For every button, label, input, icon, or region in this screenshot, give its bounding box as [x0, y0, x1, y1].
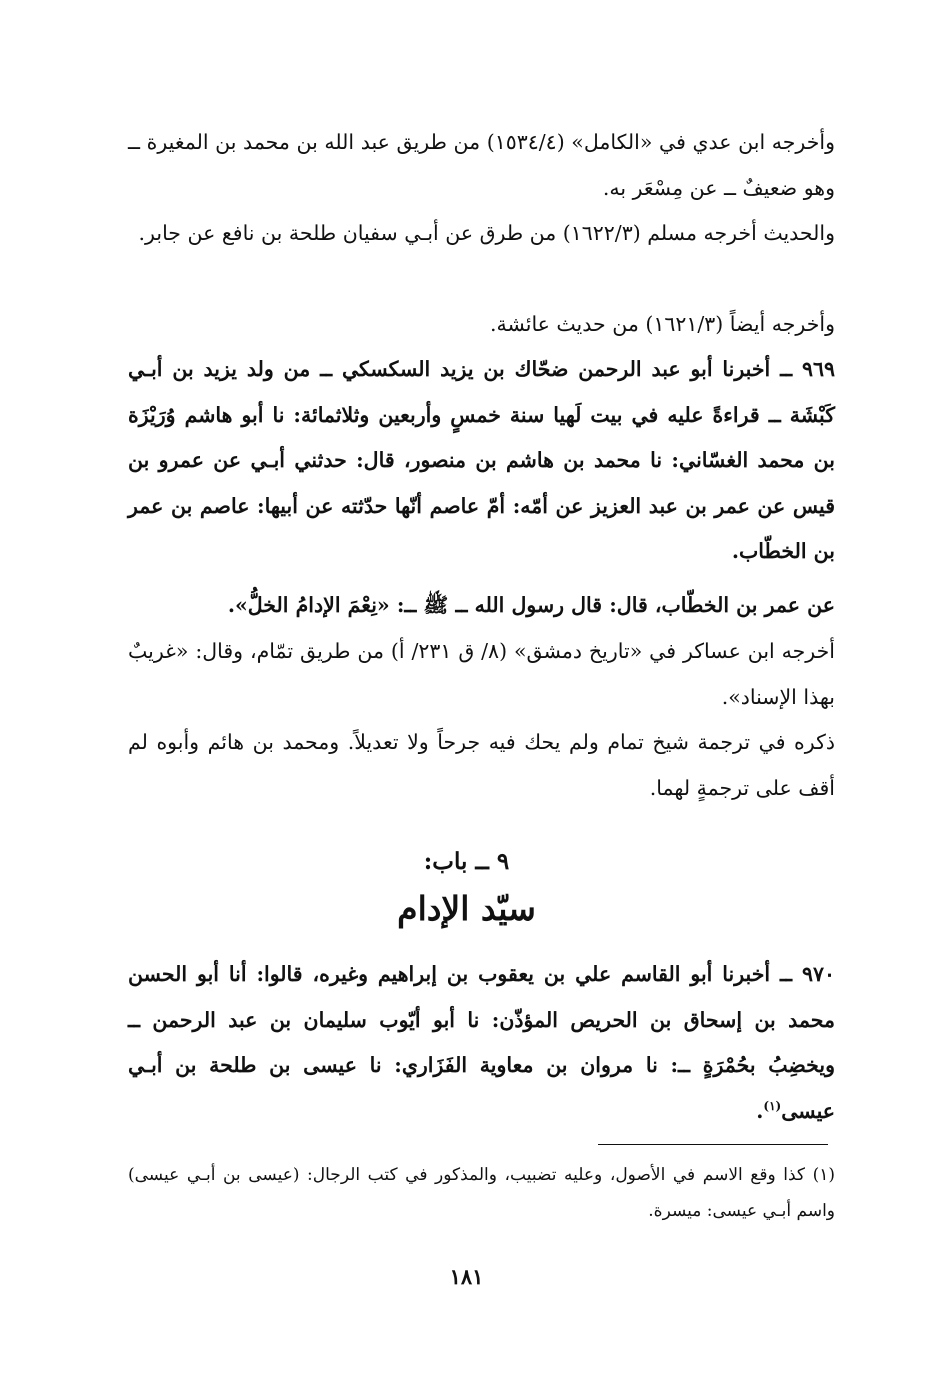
paragraph-takhrij-aisha: وأخرجه أيضاً (١٦٢١/٣) من حديث عائشة.	[489, 312, 835, 336]
page-number: ١٨١	[449, 1264, 484, 1289]
paragraph-takhrij-muslim: والحديث أخرجه مسلم (١٦٢٢/٣) من طرق عن أبـي سفيان طلحة بن نافع عن جابر.	[138, 221, 835, 245]
hadith-970	[128, 952, 835, 1134]
footnote-marker: (١)	[763, 1098, 782, 1113]
hadith-970-text: ٩٧٠ ــ أخبرنا أبو القاسم علي بن يعقوب بن إبراهيم وغيره، قالوا: أنا أبو الحسن محمد بن إسحاق بن الحريص المؤذّن: نا أبو أيّوب سليمان بن عبد الرحمن ــ ويخضِبُ بحُمْرَةٍ ــ: نا مروان بن معاوية الفَزَاري: نا عيسى بن طلحة بن أبـي عيسى	[128, 962, 835, 1123]
hadith-970-end: .	[756, 1098, 764, 1123]
chapter-number: ٩ ــ باب:	[423, 848, 510, 875]
paragraph-commentary: ذكره في ترجمة شيخ تمام ولم يحك فيه جرحاً ولا تعديلاً. ومحمد بن هائم وأبوه لم أقف على ترجمةٍ لهما.	[128, 730, 835, 800]
paragraph-takhrij-ibn-asakir: أخرجه ابن عساكر في «تاريخ دمشق» (٨/ ق ٢٣١/ أ) من طريق تمّام، وقال: «غريبٌ بهذا الإسناد».	[128, 639, 835, 709]
chapter-title: سيّد الإدام	[397, 889, 536, 928]
footnote-separator	[598, 1144, 828, 1145]
paragraph-takhrij-ibn-adi: وأخرجه ابن عدي في «الكامل» (١٥٣٤/٤) من طريق عبد الله بن محمد بن المغيرة ــ وهو ضعيفٌ ــ عن مِسْعَر به.	[128, 130, 835, 200]
footnote-1: (١) كذا وقع الاسم في الأصول، وعليه تضبيب، والمذكور في كتب الرجال: (عيسى بن أبـي عيسى) واسم أبـي عيسى: ميسرة.	[128, 1165, 835, 1221]
hadith-969-matn: عن عمر بن الخطّاب، قال: قال رسول الله ــ ﷺ ــ: «نِعْمَ الإدامُ الخلُّ».	[227, 593, 835, 617]
hadith-969: ٩٦٩ ــ أخبرنا أبو عبد الرحمن ضحّاك بن يزيد السكسكي ــ من ولد يزيد بن أبـي كَبْشَة ــ قراءةً عليه في بيت لَهيا سنة خمسٍ وأربعين وثلاثمائة: نا أبو هاشم وُرَيْزَة بن محمد الغسّاني: نا محمد بن هاشم بن منصور، قال: حدثني أبـي عن عمرو بن قيس عن عمر بن عبد العزيز عن أمّه: أمّ عاصم أنّها حدّثته عن أبيها: عاصم بن عمر بن الخطّاب.	[128, 357, 835, 563]
